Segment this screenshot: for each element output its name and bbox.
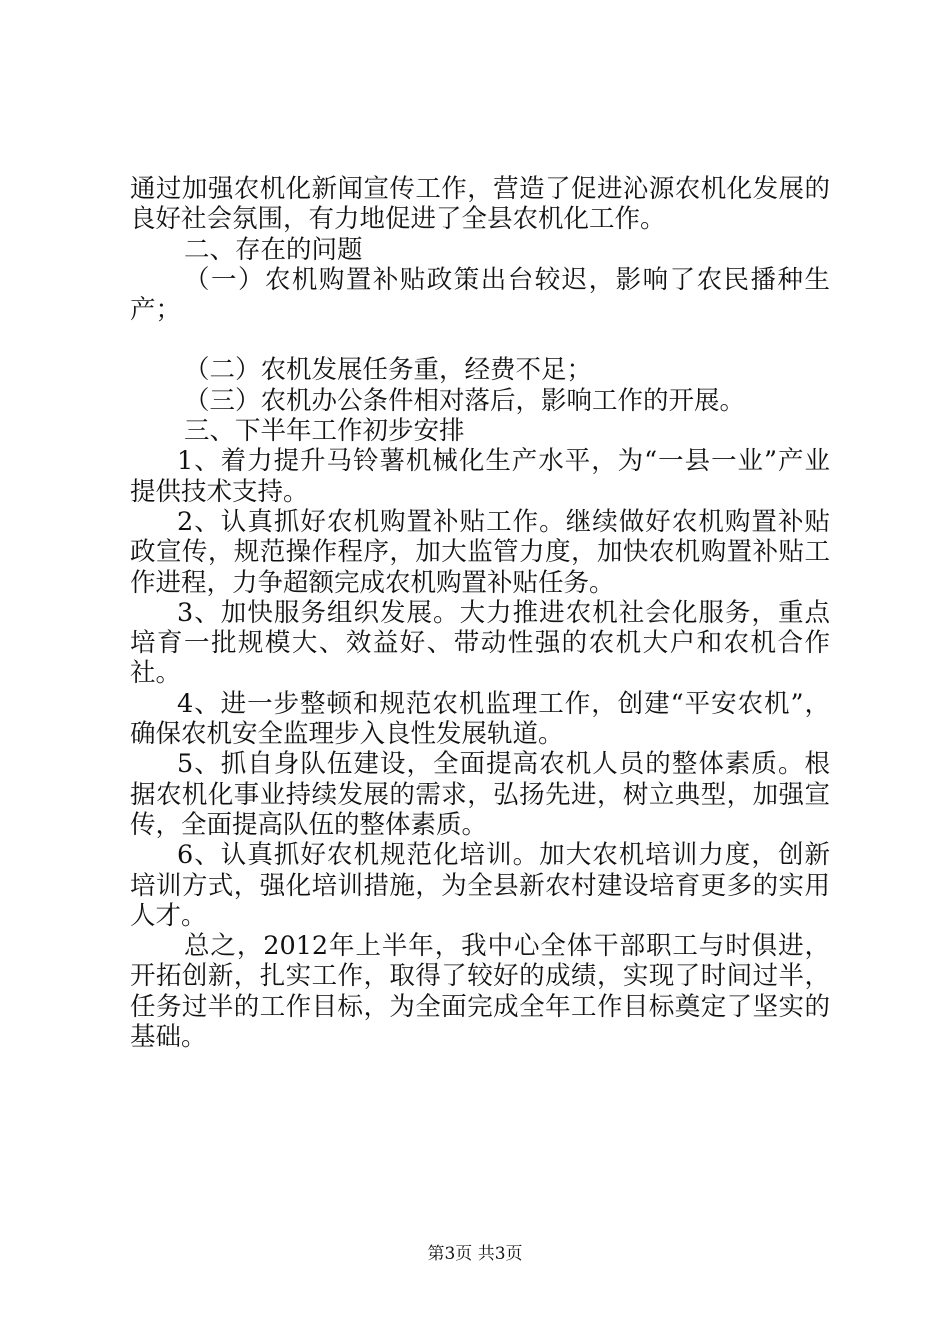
plan-item-2: 2、认真抓好农机购置补贴工作。继续做好农机购置补贴政宣传，规范操作程序，加大监管力度，加快农机购置补贴工作进程，力争超额完成农机购置补贴任务。 [130, 506, 830, 598]
paragraph-summary: 总之，2012年上半年，我中心全体干部职工与时俱进，开拓创新，扎实工作，取得了较好的成绩，实现了时间过半，任务过半的工作目标，为全面完成全年工作目标奠定了坚实的基础。 [130, 931, 830, 1053]
section-heading-plans: 三、下半年工作初步安排 [184, 416, 465, 447]
document-body [130, 174, 830, 1052]
paragraph-intro: 通过加强农机化新闻宣传工作，营造了促进沁源农机化发展的良好社会氛围，有力地促进了全县农机化工作。 [130, 174, 830, 235]
blank-line [130, 325, 830, 355]
plan-item-5: 5、抓自身队伍建设，全面提高农机人员的整体素质。根据农机化事业持续发展的需求，弘扬先进，树立典型，加强宣传，全面提高队伍的整体素质。 [130, 749, 830, 840]
plan-item-4: 4、进一步整顿和规范农机监理工作，创建“平安农机”，确保农机安全监理步入良性发展轨道。 [130, 688, 830, 750]
plan-item-3: 3、加快服务组织发展。大力推进农机社会化服务，重点培育一批规模大、效益好、带动性强的农机大户和农机合作社。 [130, 597, 830, 689]
problem-item-3: （三）农机办公条件相对落后，影响工作的开展。 [184, 385, 746, 416]
page-number-footer: 第3页 共3页 [427, 1244, 523, 1264]
plan-item-6: 6、认真抓好农机规范化培训。加大农机培训力度，创新培训方式，强化培训措施，为全县新农村建设培育更多的实用人才。 [130, 840, 830, 931]
plan-item-1: 1、着力提升马铃薯机械化生产水平，为“一县一业”产业提供技术支持。 [130, 446, 830, 507]
problem-item-1: （一）农机购置补贴政策出台较迟，影响了农民播种生产； [130, 264, 830, 326]
section-heading-problems: 二、存在的问题 [184, 234, 363, 265]
problem-item-2: （二）农机发展任务重，经费不足； [184, 355, 593, 386]
